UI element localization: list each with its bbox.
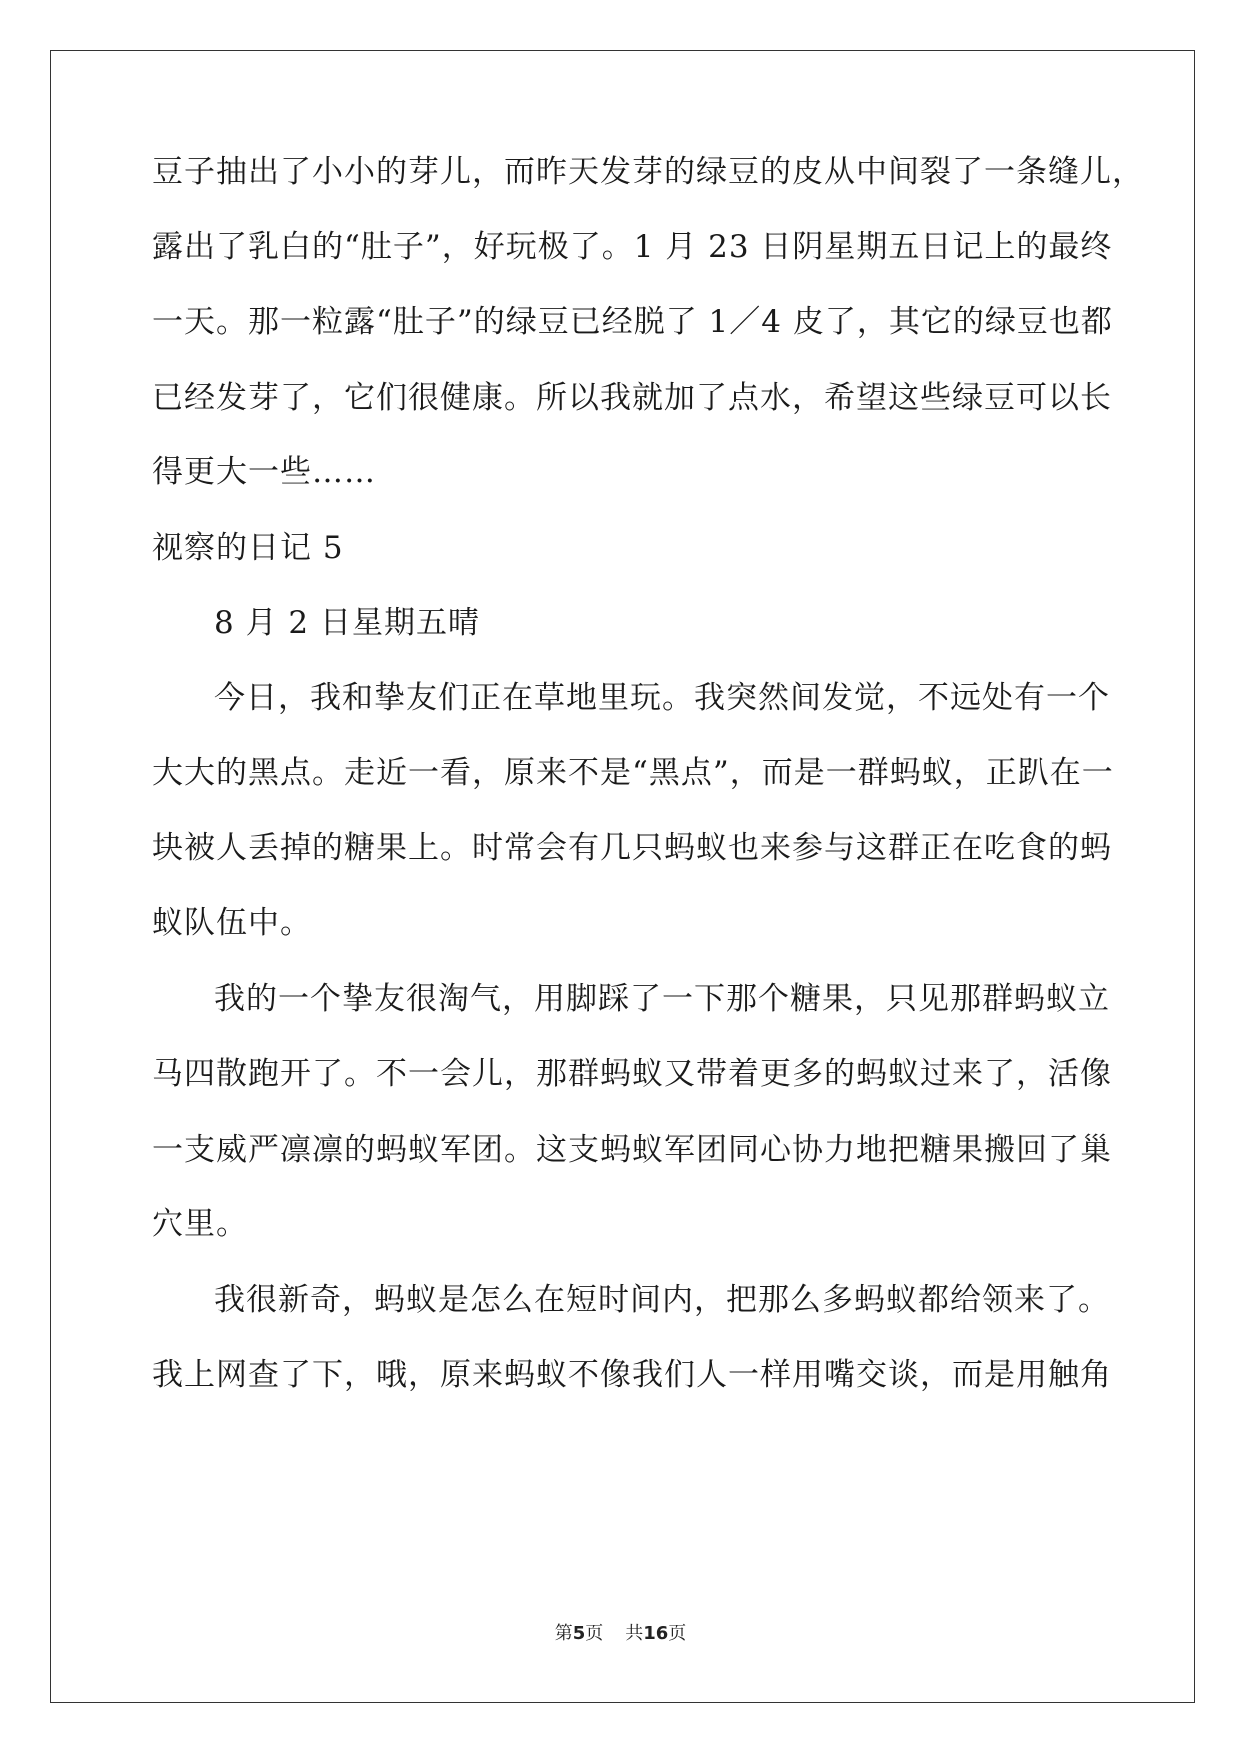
footer-total-suffix: 页	[668, 1623, 687, 1644]
footer-total-prefix: 共	[625, 1623, 644, 1644]
page-border	[50, 50, 1195, 1703]
text-line: 得更大一些……	[152, 454, 376, 490]
text-line: 已经发芽了，它们很健康。所以我就加了点水，希望这些绿豆可以长	[152, 380, 1112, 416]
text-line: 豆子抽出了小小的芽儿，而昨天发芽的绿豆的皮从中间裂了一条缝儿，	[152, 154, 1144, 190]
entry-date: 8 月 2 日星期五晴	[214, 605, 481, 641]
text-line: 我的一个挚友很淘气，用脚踩了一下那个糖果，只见那群蚂蚁立	[214, 981, 1110, 1017]
text-line: 蚁队伍中。	[152, 905, 312, 941]
text-line: 马四散跑开了。不一会儿，那群蚂蚁又带着更多的蚂蚁过来了，活像	[152, 1056, 1112, 1092]
text-line: 大大的黑点。走近一看，原来不是“黑点”，而是一群蚂蚁，正趴在一	[152, 755, 1114, 791]
page-footer	[0, 1622, 1241, 1646]
footer-page-number: 5	[572, 1623, 586, 1644]
text-line: 块被人丢掉的糖果上。时常会有几只蚂蚁也来参与这群正在吃食的蚂	[152, 830, 1112, 866]
section-heading: 视察的日记 5	[152, 530, 344, 566]
footer-page-suffix: 页	[585, 1623, 604, 1644]
text-line: 一天。那一粒露“肚子”的绿豆已经脱了 1／4 皮了，其它的绿豆也都	[152, 304, 1113, 340]
footer-total-pages: 16	[643, 1623, 669, 1644]
text-line: 今日，我和挚友们正在草地里玩。我突然间发觉，不远处有一个	[214, 680, 1110, 716]
text-line: 我上网查了下，哦，原来蚂蚁不像我们人一样用嘴交谈，而是用触角	[152, 1357, 1112, 1393]
text-line: 露出了乳白的“肚子”，好玩极了。1 月 23 日阴星期五日记上的最终	[152, 229, 1113, 265]
text-line: 穴里。	[152, 1206, 248, 1242]
footer-page-prefix: 第	[554, 1623, 573, 1644]
text-line: 我很新奇，蚂蚁是怎么在短时间内，把那么多蚂蚁都给领来了。	[214, 1282, 1110, 1318]
text-line: 一支威严凛凛的蚂蚁军团。这支蚂蚁军团同心协力地把糖果搬回了巢	[152, 1132, 1112, 1168]
